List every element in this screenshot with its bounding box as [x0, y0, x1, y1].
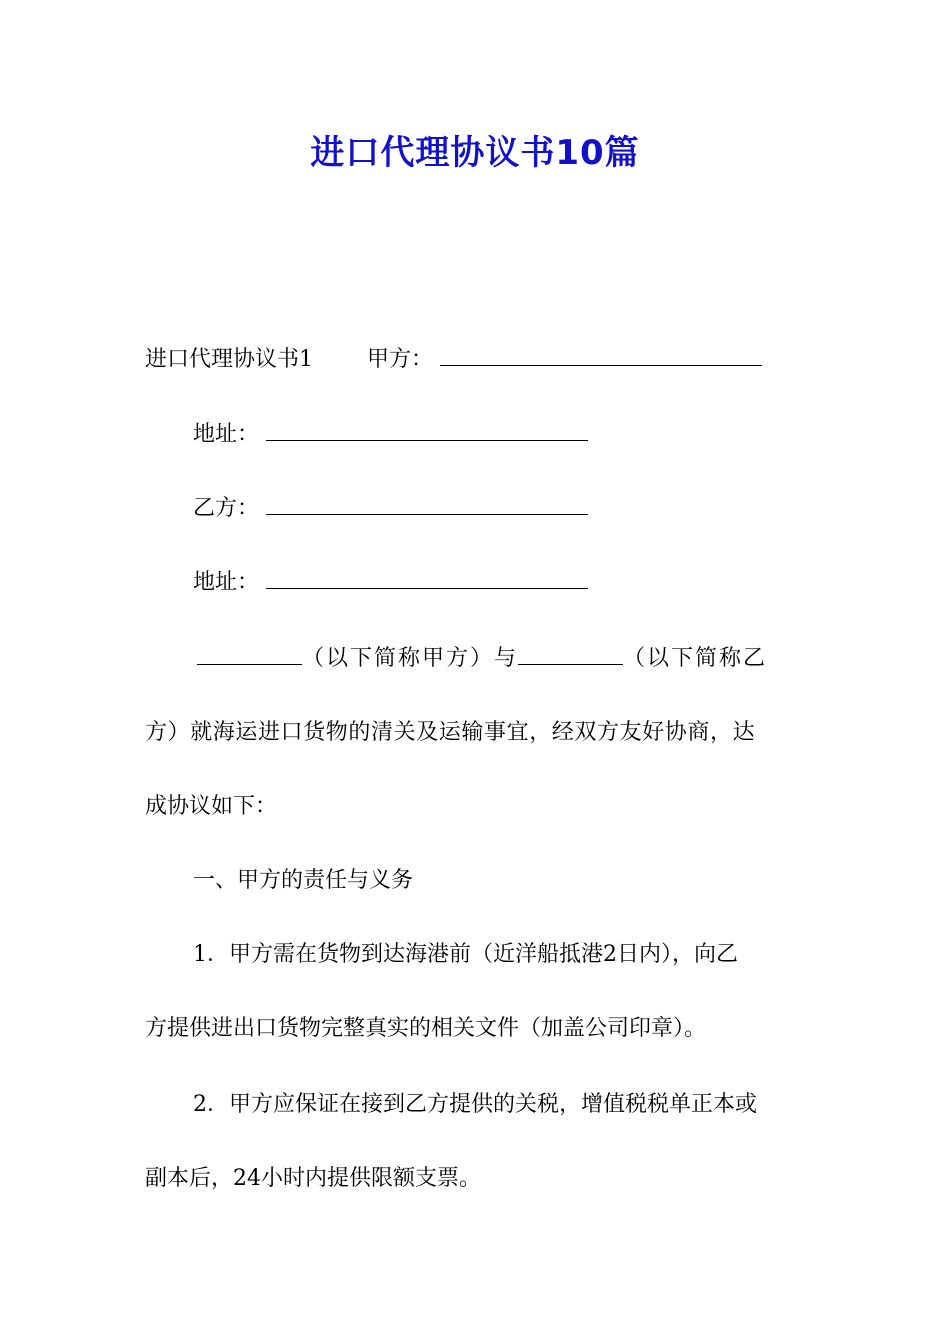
- clause-1-line-1: 1．甲方需在货物到达海港前（近洋船抵港2日内），向乙: [193, 942, 738, 967]
- party-a-blank: [440, 345, 762, 366]
- party-b-blank: [266, 494, 588, 515]
- address-a-label: 地址：: [193, 422, 260, 447]
- intro-blank-a: [197, 644, 302, 665]
- intro-blank-b: [518, 644, 623, 665]
- address-b-line: [193, 568, 588, 598]
- intro-line-2: 方）就海运进口货物的清关及运输事宜，经双方友好协商，达: [145, 720, 756, 745]
- address-b-blank: [266, 568, 588, 589]
- header-line: [145, 345, 762, 375]
- intro-part-2: （以下简称乙: [623, 646, 768, 671]
- address-a-line: [193, 420, 588, 450]
- section-1-heading: 一、甲方的责任与义务: [193, 868, 414, 893]
- clause-2-line-1: 2．甲方应保证在接到乙方提供的关税，增值税税单正本或: [193, 1092, 757, 1117]
- document-title: 进口代理协议书10篇: [310, 133, 640, 173]
- address-b-label: 地址：: [193, 570, 260, 595]
- agreement-number-label: 进口代理协议书1: [145, 347, 313, 372]
- intro-part-1: （以下简称甲方）与: [302, 646, 519, 671]
- party-b-line: [193, 494, 588, 524]
- party-b-label: 乙方：: [193, 496, 260, 521]
- party-a-label: 甲方：: [367, 347, 434, 372]
- intro-line-3: 成协议如下：: [145, 794, 278, 819]
- clause-2-line-2: 副本后，24小时内提供限额支票。: [145, 1166, 481, 1191]
- address-a-blank: [266, 420, 588, 441]
- intro-line-1: [197, 644, 767, 674]
- clause-1-line-2: 方提供进出口货物完整真实的相关文件（加盖公司印章）。: [145, 1016, 707, 1041]
